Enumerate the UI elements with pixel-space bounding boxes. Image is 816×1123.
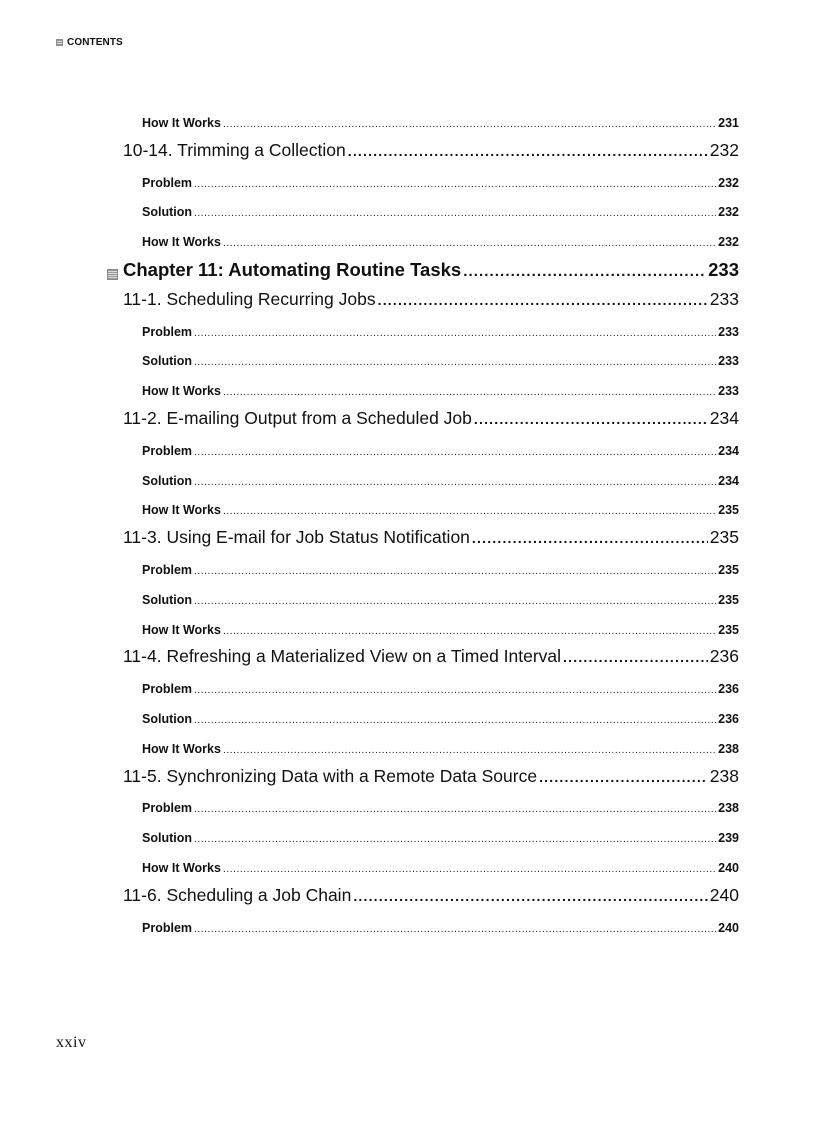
toc-chapter-entry[interactable] bbox=[123, 259, 739, 281]
toc-subsection-entry[interactable] bbox=[142, 563, 739, 577]
toc-entry-label: Problem bbox=[142, 682, 193, 696]
toc-entry-page: 235 bbox=[718, 563, 739, 577]
toc-entry-page: 239 bbox=[718, 831, 739, 845]
dot-leader bbox=[194, 354, 716, 368]
toc-subsection-entry[interactable] bbox=[142, 831, 739, 845]
toc-entry-page: 233 bbox=[709, 289, 739, 309]
toc-entry-page: 232 bbox=[718, 205, 739, 219]
toc-entry-label: Problem bbox=[142, 801, 193, 815]
toc-subsection-entry[interactable] bbox=[142, 205, 739, 219]
toc-entry-label: Chapter 11: Automating Routine Tasks bbox=[123, 259, 462, 280]
toc-subsection-entry[interactable] bbox=[142, 474, 739, 488]
dot-leader bbox=[223, 503, 716, 517]
toc-entry-page: 233 bbox=[718, 354, 739, 368]
toc-entry-label: How It Works bbox=[142, 235, 221, 249]
toc-subsection-entry[interactable] bbox=[142, 503, 739, 517]
toc-recipe-entry[interactable] bbox=[123, 140, 739, 161]
toc-subsection-entry[interactable] bbox=[142, 921, 739, 935]
toc-entry-label: Problem bbox=[142, 325, 193, 339]
dot-leader bbox=[378, 289, 708, 310]
toc-subsection-entry[interactable] bbox=[142, 623, 739, 637]
toc-entry-page: 232 bbox=[718, 235, 739, 249]
toc-entry-page: 236 bbox=[718, 712, 739, 726]
dot-leader bbox=[223, 742, 716, 756]
dot-leader bbox=[194, 474, 716, 488]
toc-entry-label: Problem bbox=[142, 444, 193, 458]
toc-entry-page: 233 bbox=[718, 384, 739, 398]
page-number: xxiv bbox=[56, 1034, 87, 1051]
toc-subsection-entry[interactable] bbox=[142, 593, 739, 607]
toc-entry-page: 240 bbox=[718, 921, 739, 935]
dot-leader bbox=[194, 921, 716, 935]
toc-entry-label: Problem bbox=[142, 563, 193, 577]
dot-leader bbox=[194, 205, 716, 219]
toc-entry-page: 236 bbox=[718, 682, 739, 696]
toc-recipe-entry[interactable] bbox=[123, 885, 739, 906]
toc-entry-page: 233 bbox=[708, 259, 739, 280]
toc-subsection-entry[interactable] bbox=[142, 176, 739, 190]
dot-leader bbox=[353, 885, 707, 906]
dot-leader bbox=[539, 766, 708, 787]
toc-entry-label: Solution bbox=[142, 205, 192, 219]
dot-leader bbox=[194, 444, 716, 458]
dot-leader bbox=[194, 682, 716, 696]
toc-entry-label: Solution bbox=[142, 831, 192, 845]
toc-entry-page: 232 bbox=[718, 176, 739, 190]
toc-entry-page: 240 bbox=[718, 861, 739, 875]
dot-leader bbox=[223, 384, 716, 398]
toc-recipe-entry[interactable] bbox=[123, 527, 739, 548]
toc-entry-label: Solution bbox=[142, 712, 192, 726]
toc-subsection-entry[interactable] bbox=[142, 235, 739, 249]
toc-entry-label: 11-2. E-mailing Output from a Scheduled Job bbox=[123, 408, 472, 428]
toc-entry-page: 234 bbox=[718, 474, 739, 488]
toc-entry-label: How It Works bbox=[142, 384, 221, 398]
running-head bbox=[56, 37, 123, 48]
toc-entry-page: 235 bbox=[718, 503, 739, 517]
toc-entry-label: How It Works bbox=[142, 503, 221, 517]
toc-entry-label: How It Works bbox=[142, 116, 221, 130]
toc-entry-page: 235 bbox=[718, 593, 739, 607]
dot-leader bbox=[194, 563, 716, 577]
section-marker-icon bbox=[56, 39, 63, 46]
toc-subsection-entry[interactable] bbox=[142, 116, 739, 130]
toc-entry-page: 236 bbox=[709, 646, 739, 666]
toc-recipe-entry[interactable] bbox=[123, 408, 739, 429]
toc-entry-page: 238 bbox=[718, 801, 739, 815]
dot-leader bbox=[463, 259, 706, 281]
toc-entry-page: 240 bbox=[709, 885, 739, 905]
toc-entry-label: 11-1. Scheduling Recurring Jobs bbox=[123, 289, 376, 309]
toc-entry-page: 238 bbox=[718, 742, 739, 756]
dot-leader bbox=[194, 325, 716, 339]
toc-entry-page: 238 bbox=[709, 766, 739, 786]
dot-leader bbox=[472, 527, 708, 548]
toc-entry-label: 11-5. Synchronizing Data with a Remote Data Source bbox=[123, 766, 538, 786]
toc-subsection-entry[interactable] bbox=[142, 801, 739, 815]
toc-subsection-entry[interactable] bbox=[142, 444, 739, 458]
toc-subsection-entry[interactable] bbox=[142, 742, 739, 756]
dot-leader bbox=[223, 235, 716, 249]
toc-subsection-entry[interactable] bbox=[142, 682, 739, 696]
toc-subsection-entry[interactable] bbox=[142, 325, 739, 339]
toc-subsection-entry[interactable] bbox=[142, 861, 739, 875]
toc-subsection-entry[interactable] bbox=[142, 712, 739, 726]
toc-entry-page: 231 bbox=[718, 116, 739, 130]
toc-entry-label: Solution bbox=[142, 593, 192, 607]
toc-entry-page: 233 bbox=[718, 325, 739, 339]
dot-leader bbox=[194, 801, 716, 815]
toc-entry-label: How It Works bbox=[142, 861, 221, 875]
toc-entry-label: How It Works bbox=[142, 742, 221, 756]
dot-leader bbox=[223, 861, 716, 875]
chapter-marker-icon bbox=[107, 269, 118, 280]
toc-entry-page: 234 bbox=[718, 444, 739, 458]
dot-leader bbox=[474, 408, 708, 429]
toc-recipe-entry[interactable] bbox=[123, 289, 739, 310]
toc-entry-label: Problem bbox=[142, 176, 193, 190]
toc-subsection-entry[interactable] bbox=[142, 354, 739, 368]
toc-recipe-entry[interactable] bbox=[123, 766, 739, 787]
toc-entry-label: Problem bbox=[142, 921, 193, 935]
dot-leader bbox=[348, 140, 708, 161]
toc-entry-page: 235 bbox=[718, 623, 739, 637]
toc-entry-label: 11-3. Using E-mail for Job Status Notification bbox=[123, 527, 470, 547]
toc-entry-label: Solution bbox=[142, 474, 192, 488]
dot-leader bbox=[194, 712, 716, 726]
dot-leader bbox=[223, 623, 716, 637]
dot-leader bbox=[563, 646, 708, 667]
toc-entry-label: 11-4. Refreshing a Materialized View on a Timed Interval bbox=[123, 646, 562, 666]
toc-entry-page: 234 bbox=[709, 408, 739, 428]
toc-entry-label: How It Works bbox=[142, 623, 221, 637]
dot-leader bbox=[223, 116, 716, 130]
toc-entry-label: 11-6. Scheduling a Job Chain bbox=[123, 885, 352, 905]
dot-leader bbox=[194, 176, 716, 190]
toc-entry-label: 10-14. Trimming a Collection bbox=[123, 140, 346, 160]
dot-leader bbox=[194, 831, 716, 845]
toc-entry-page: 235 bbox=[709, 527, 739, 547]
running-head-title: CONTENTS bbox=[67, 37, 123, 48]
toc-recipe-entry[interactable] bbox=[123, 646, 739, 667]
toc-subsection-entry[interactable] bbox=[142, 384, 739, 398]
dot-leader bbox=[194, 593, 716, 607]
toc-entry-page: 232 bbox=[709, 140, 739, 160]
toc-entry-label: Solution bbox=[142, 354, 192, 368]
